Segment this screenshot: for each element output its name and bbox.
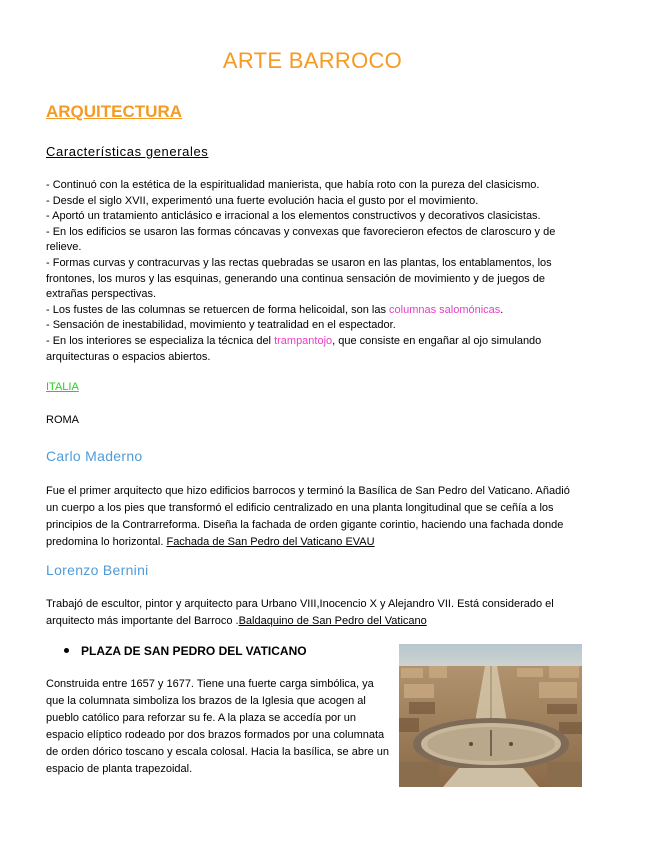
plaza-heading-text: PLAZA DE SAN PEDRO DEL VATICANO bbox=[81, 644, 307, 658]
list-item: - Sensación de inestabilidad, movimiento y teatralidad en el espectador. bbox=[46, 319, 396, 332]
section-heading: ARQUITECTURA bbox=[46, 102, 182, 121]
plaza-aerial-image bbox=[399, 644, 582, 787]
list-item-text: , que consiste en engañar al ojo simulando arquitecturas o espacios abiertos. bbox=[46, 334, 542, 363]
plaza-paragraph: Construida entre 1657 y 1677. Tiene una fuerte carga simbólica, ya que la columnata simboliza los brazos de la Iglesia que acogen al pueblo católico para reforzar su fe. A la plaza se accedía por un espacio elíptico rodeado por dos brazos formados por una columnata de orden dórico toscano y escala colosal. Hacia la basílica, se abre un espacio de planta trapezoidal. bbox=[46, 678, 390, 775]
bernini-text: Trabajó de escultor, pintor y arquitecto para Urbano VIII,Inocencio X y Alejandro VII. Está considerado el arquitecto más importante del Barroco . bbox=[46, 598, 554, 627]
list-item bbox=[46, 303, 586, 319]
list-item: - Aportó un tratamiento anticlásico e irracional a los elementos constructivos y decorativos clasicistas. bbox=[46, 210, 541, 223]
fachada-link[interactable]: Fachada de San Pedro del Vaticano EVAU bbox=[166, 536, 375, 548]
list-item: - En los edificios se usaron las formas cóncavas y convexas que favorecieron efectos de claroscuro y de relieve. bbox=[46, 225, 556, 254]
country-heading[interactable]: ITALIA bbox=[46, 381, 79, 393]
plaza-heading bbox=[64, 644, 307, 658]
subsection-heading: Características generales bbox=[46, 144, 209, 159]
plaza-photo bbox=[399, 644, 582, 787]
characteristics-list bbox=[46, 178, 586, 365]
list-item: - Continuó con la estética de la espiritualidad manierista, que había roto con la pureza del clasicismo. bbox=[46, 179, 540, 191]
city-label: ROMA bbox=[46, 414, 79, 426]
list-item: - Desde el siglo XVII, experimentó una fuerte evolución hacia el gusto por el movimiento. bbox=[46, 194, 479, 207]
list-item-text: . bbox=[500, 303, 504, 316]
bullet-dot-icon bbox=[64, 648, 69, 653]
list-item-text: - En los interiores se especializa la técnica del bbox=[46, 334, 275, 347]
bernini-paragraph bbox=[46, 596, 581, 630]
highlight-columnas-salomonicas: columnas salomónicas bbox=[389, 303, 501, 316]
maderno-heading: Carlo Maderno bbox=[46, 448, 143, 464]
maderno-paragraph bbox=[46, 483, 581, 551]
baldaquino-link[interactable]: Baldaquino de San Pedro del Vaticano bbox=[238, 615, 427, 627]
maderno-text: Fue el primer arquitecto que hizo edificios barrocos y terminó la Basílica de San Pedro del Vaticano. Añadió un cuerpo a los pies que transformó el edificio centralizado en una planta longitudinal que se ceñía a los principios de la Contrarreforma. Diseña la fachada de orden gigante corintio, haciendo una fachada donde predomina lo horizontal. bbox=[46, 485, 570, 548]
highlight-trampantojo: trampantojo bbox=[274, 334, 333, 347]
list-item-text: - Los fustes de las columnas se retuercen de forma helicoidal, son las bbox=[46, 303, 390, 316]
document-title: ARTE BARROCO bbox=[222, 48, 403, 73]
list-item bbox=[46, 334, 586, 365]
bernini-heading: Lorenzo Bernini bbox=[46, 562, 149, 578]
list-item: - Formas curvas y contracurvas y las rectas quebradas se usaron en las plantas, los entablamentos, los frontones, los muros y las esquinas, generando una continua sensación de movimiento y de juegos de extrañas perspectivas. bbox=[46, 256, 552, 301]
